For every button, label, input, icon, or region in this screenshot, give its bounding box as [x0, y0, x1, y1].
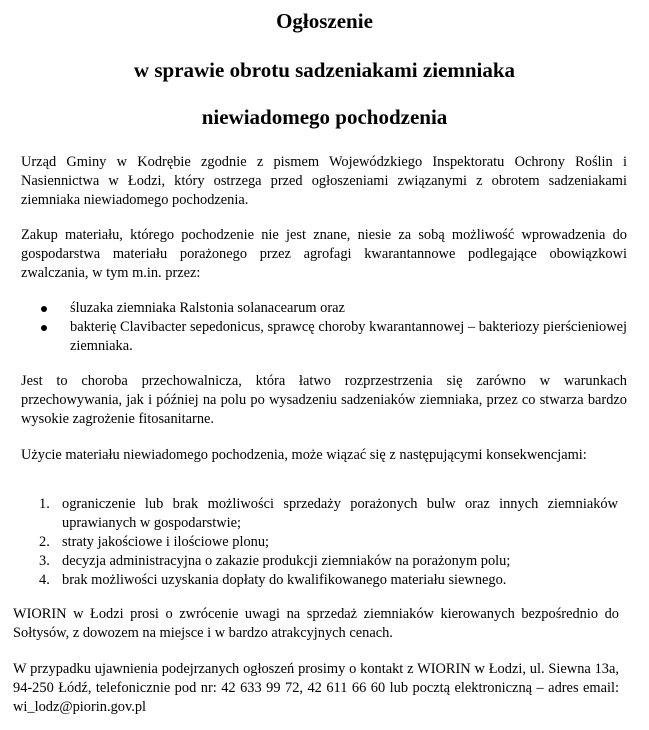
list-item: [21, 552, 618, 571]
bullet-icon: [41, 306, 47, 312]
document-title: Ogłoszenie: [276, 9, 373, 33]
list-item-number: 2.: [39, 534, 50, 550]
contact-paragraph: W przypadku ujawnienia podejrzanych ogłoszeń prosimy o kontakt z WIORIN w Łodzi, ul. Siewna 13a, 94-250 Łódź, telefonicznie pod nr: 42 633 99 72, 42 611 66 60 lub pocztą elektroniczną – adres email: wi_lodz@piorin.gov.pl: [13, 661, 619, 715]
list-item: [21, 299, 627, 318]
list-item-number: 3.: [39, 553, 50, 569]
bullet-icon: [41, 325, 47, 331]
disease-paragraph: Jest to choroba przechowalnicza, która łatwo rozprzestrzenia się zarówno w warunkach przechowywania, jak i później na polu po wysadzeniu sadzeniaków ziemniaka, przez co stwarza bardzo wysokie zagrożenie fitosanitarne.: [21, 373, 627, 427]
list-item-text: straty jakościowe i ilościowe plonu;: [62, 534, 270, 550]
intro-paragraph: Urząd Gminy w Kodrębie zgodnie z pismem Wojewódzkiego Inspektoratu Ochrony Roślin i Nasiennictwa w Łodzi, który ostrzega przed ogłoszeniami związanymi z obrotem sadzeniakami ziemniaka niewiadomego pochodzenia.: [21, 154, 627, 208]
pathogen-list: [21, 299, 627, 356]
purchase-paragraph: Zakup materiału, którego pochodzenie nie jest znane, niesie za sobą możliwość wprowadzenia do gospodarstwa materiału porażonego przez agrofagi kwarantannowe podlegające obowiązkowi zwalczania, w tym m.in. przez:: [21, 227, 627, 281]
document-subtitle-line-1: w sprawie obrotu sadzeniakami ziemniaka: [133, 58, 516, 82]
list-item: [21, 571, 618, 590]
list-item-text: śluzaka ziemniaka Ralstonia solanacearum oraz: [70, 300, 345, 316]
document-subtitle-line-2: niewiadomego pochodzenia: [201, 105, 448, 129]
list-item: [21, 533, 618, 552]
consequences-intro-paragraph: Użycie materiału niewiadomego pochodzenia, może wiązać się z następującymi konsekwencjami:: [21, 447, 587, 463]
list-item-text: ograniczenie lub brak możliwości sprzedaży porażonych bulw oraz innych ziemniaków uprawianych w gospodarstwie;: [62, 496, 618, 531]
request-paragraph: WIORIN w Łodzi prosi o zwrócenie uwagi na sprzedaż ziemniaków kierowanych bezpośrednio do Sołtysów, z dowozem na miejsce i w bardzo atrakcyjnych cenach.: [13, 606, 619, 641]
list-item-text: bakterię Clavibacter sepedonicus, sprawcę choroby kwarantannowej – bakteriozy pierścieniowej ziemniaka.: [70, 319, 627, 354]
list-item-number: 1.: [39, 496, 50, 512]
list-item-number: 4.: [39, 572, 50, 588]
consequences-list: [21, 495, 618, 590]
list-item-text: brak możliwości uzyskania dopłaty do kwalifikowanego materiału siewnego.: [62, 572, 507, 588]
list-item: [21, 495, 618, 533]
list-item-text: decyzja administracyjna o zakazie produkcji ziemniaków na porażonym polu;: [62, 553, 511, 569]
list-item: [21, 318, 627, 356]
